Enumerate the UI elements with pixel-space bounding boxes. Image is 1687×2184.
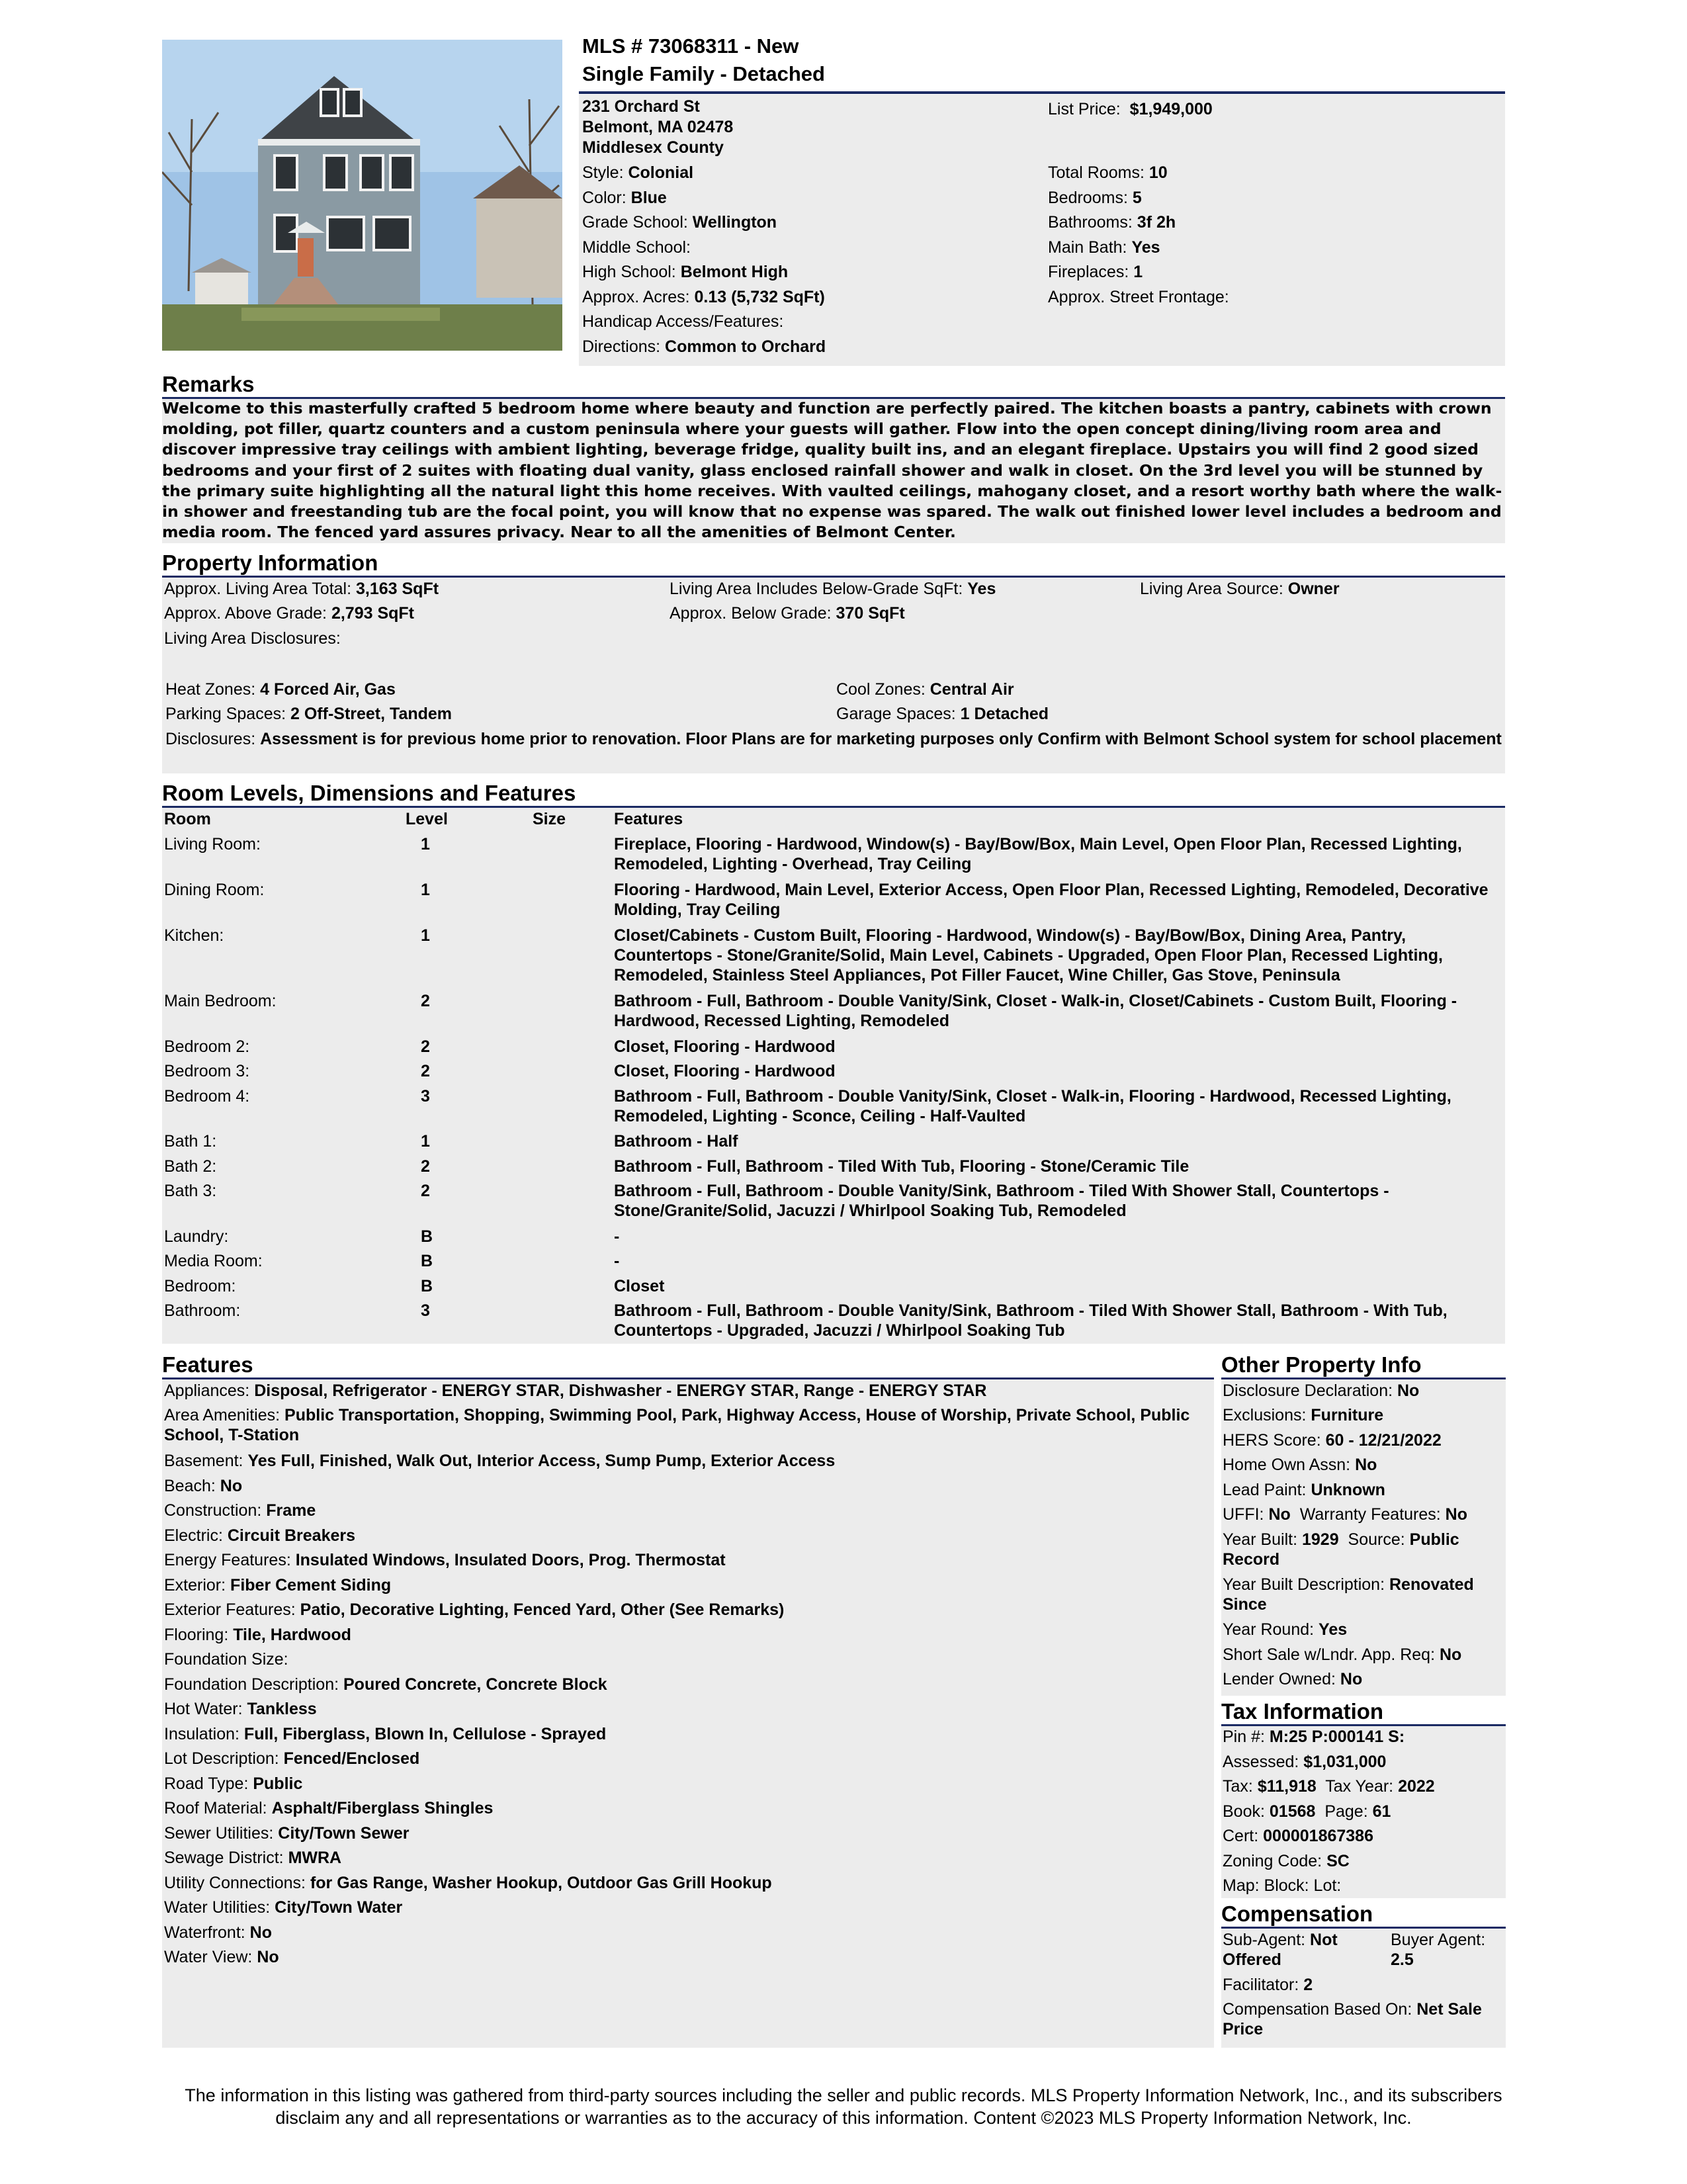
property-photo [162,40,562,351]
rooms-header-level: Level [406,810,448,828]
room-level: 2 [421,1157,430,1176]
room-features: Fireplace, Flooring - Hardwood, Window(s) - Bay/Bow/Box, Main Level, Open Floor Plan, Recessed Lighting, Remodeled, Lighting - Overhead, Tray Ceiling [614,835,1462,873]
short-sale: Short Sale w/Lndr. App. Req: No [1223,1645,1462,1664]
footer-disclaimer [0,2084,1687,2129]
room-features: Closet/Cabinets - Custom Built, Flooring - Hardwood, Window(s) - Bay/Bow/Box, Dining Area, Pantry, Countertops - Stone/Granite/Solid, Main Level, Cabinets - Upgraded, Open Floor Plan, Recessed Lighting, Remodeled, Stainless Steel Appliances, Pot Filler Faucet, Wine Chiller, Gas Stove, Peninsula [614,926,1443,984]
room-level: 2 [421,992,430,1010]
room-name: Bedroom 3: [164,1062,250,1080]
room-level: 1 [421,926,430,945]
county: Middlesex County [582,138,724,157]
rooms-header-size: Size [533,810,566,828]
below-grade: Approx. Below Grade: 370 SqFt [670,604,905,623]
parking-spaces: Parking Spaces: 2 Off-Street, Tandem [165,705,453,723]
features-title: Features [162,1352,253,1377]
feature-item: Water View: No [164,1948,279,1966]
feature-item: Basement: Yes Full, Finished, Walk Out, Interior Access, Sump Pump, Exterior Access [164,1452,836,1470]
feature-item: Energy Features: Insulated Windows, Insulated Doors, Prog. Thermostat [164,1551,726,1569]
room-name: Bathroom: [164,1301,241,1320]
summary-style: Style: Colonial [582,163,694,182]
heat-zones: Heat Zones: 4 Forced Air, Gas [165,680,396,699]
summary-middle-school: Middle School: [582,238,691,257]
disclosures: Disclosures: Assessment is for previous home prior to renovation. Floor Plans are for marketing purposes only Confirm with Belmont School system for school placement [165,730,1502,748]
rooms-title: Room Levels, Dimensions and Features [162,781,576,805]
feature-item: Exterior: Fiber Cement Siding [164,1576,392,1594]
room-level: 3 [421,1087,430,1106]
feature-item: Waterfront: No [164,1923,272,1942]
list-price: List Price: $1,949,000 [1048,100,1213,118]
lead-paint: Lead Paint: Unknown [1223,1481,1385,1499]
room-name: Bedroom 4: [164,1087,250,1106]
living-area-disclosures: Living Area Disclosures: [164,629,341,648]
room-features: Bathroom - Half [614,1132,738,1151]
room-name: Bedroom 2: [164,1037,250,1056]
feature-item: Road Type: Public [164,1774,303,1793]
room-name: Kitchen: [164,926,224,945]
room-features: Bathroom - Full, Bathroom - Double Vanity/Sink, Closet - Walk-in, Flooring - Hardwood, Recessed Lighting, Remodeled, Lighting - Sconce, Ceiling - Half-Vaulted [614,1087,1451,1125]
room-name: Laundry: [164,1227,229,1246]
year-round: Year Round: Yes [1223,1620,1348,1639]
room-features: Bathroom - Full, Bathroom - Double Vanity/Sink, Bathroom - Tiled With Shower Stall, Bathroom - With Tub, Countertops - Upgraded, Jacuzzi / Whirlpool Soaking Tub [614,1301,1448,1340]
feature-item: Foundation Description: Poured Concrete, Concrete Block [164,1675,607,1694]
compensation-based-on: Compensation Based On: Net Sale [1223,2000,1482,2019]
pin-number: Pin #: M:25 P:000141 S: [1223,1727,1405,1746]
map-block-lot: Map: Block: Lot: [1223,1876,1342,1895]
summary-bathrooms: Bathrooms: 3f 2h [1048,213,1176,232]
summary-color: Color: Blue [582,189,667,207]
exclusions: Exclusions: Furniture [1223,1406,1384,1424]
sub-agent: Sub-Agent: Not [1223,1931,1338,1949]
features-panel [162,1379,1214,2048]
room-features: Closet [614,1277,665,1295]
tax-amount: Tax: $11,918 Tax Year: 2022 [1223,1777,1435,1796]
feature-item: Area Amenities: Public Transportation, Shopping, Swimming Pool, Park, Highway Access, House of Worship, Private School, Public School, T-Station [164,1406,1190,1444]
room-level: B [421,1227,433,1246]
room-features: Closet, Flooring - Hardwood [614,1037,836,1056]
room-features: Flooring - Hardwood, Main Level, Exterior Access, Open Floor Plan, Recessed Lighting, Remodeled, Decorative Molding, Tray Ceiling [614,881,1489,919]
year-built-source-cont: Record [1223,1550,1280,1569]
room-features: Bathroom - Full, Bathroom - Double Vanity/Sink, Closet - Walk-in, Closet/Cabinets - Custom Built, Flooring - Hardwood, Recessed Lighting, Remodeled [614,992,1457,1030]
feature-item: Foundation Size: [164,1650,288,1669]
feature-item: Utility Connections: for Gas Range, Washer Hookup, Outdoor Gas Grill Hookup [164,1874,772,1892]
room-name: Living Room: [164,835,261,853]
assessed: Assessed: $1,031,000 [1223,1753,1387,1771]
rooms-header-features: Features [614,810,683,828]
summary-street-frontage: Approx. Street Frontage: [1048,288,1229,306]
room-level: 1 [421,881,430,899]
room-features: - [614,1227,620,1246]
year-built: Year Built: 1929 Source: Public [1223,1530,1459,1549]
footer-line1: The information in this listing was gathered from third-party sources including the seller and public records. MLS Property Information Network, Inc., and its subscribers [185,2085,1502,2105]
buyer-agent-value: 2.5 [1391,1950,1414,1969]
uffi-warranty: UFFI: No Warranty Features: No [1223,1505,1467,1524]
feature-item: Hot Water: Tankless [164,1700,317,1718]
summary-total-rooms: Total Rooms: 10 [1048,163,1168,182]
feature-item: Appliances: Disposal, Refrigerator - ENERGY STAR, Dishwasher - ENERGY STAR, Range - ENERGY STAR [164,1381,987,1400]
home-own-assn: Home Own Assn: No [1223,1456,1377,1474]
remarks-text: Welcome to this masterfully crafted 5 bedroom home where beauty and function are perfectly paired. The kitchen boasts a pantry, cabinets with crown molding, pot filler, quartz counters and a custom peninsula where your guests will gather. Flow into the open concept dining/living room area and discover impressive tray ceilings with ambient lighting, beverage fridge, quality built ins, and an elegant fireplace. Upstairs you will find 2 good sized bedrooms and your first of 2 suites with floating dual vanity, glass enclosed rainfall shower and walk in closet. On the 3rd level you will be stunned by the primary suite highlighting all the natural light this home receives. With vaulted ceilings, mahogany closet, and a resort worthy bath where the walk-in shower and freestanding tub are the focal point, you will know that no expense was spared. The walk out finished lower level includes a bedroom and media room. The fenced yard assures privacy. Near to all the amenities of Belmont Center. [162,399,1502,542]
cert: Cert: 000001867386 [1223,1827,1373,1845]
rooms-header-room: Room [164,810,211,828]
feature-item: Roof Material: Asphalt/Fiberglass Shingles [164,1799,494,1817]
room-name: Main Bedroom: [164,992,277,1010]
buyer-agent-label: Buyer Agent: [1391,1931,1486,1949]
mls-number: MLS # 73068311 - New [582,34,799,58]
book-page: Book: 01568 Page: 61 [1223,1802,1391,1821]
summary-directions: Directions: Common to Orchard [582,337,826,356]
above-grade: Approx. Above Grade: 2,793 SqFt [164,604,414,623]
below-grade-included: Living Area Includes Below-Grade SqFt: Yes [670,580,996,598]
room-name: Bath 3: [164,1182,217,1200]
lender-owned: Lender Owned: No [1223,1670,1363,1688]
summary-main-bath: Main Bath: Yes [1048,238,1160,257]
feature-item: Beach: No [164,1477,243,1495]
feature-item: Water Utilities: City/Town Water [164,1898,403,1917]
zoning-code: Zoning Code: SC [1223,1852,1350,1870]
address-line1: 231 Orchard St [582,97,700,116]
feature-item: Exterior Features: Patio, Decorative Lighting, Fenced Yard, Other (See Remarks) [164,1600,785,1619]
feature-item: Flooring: Tile, Hardwood [164,1626,351,1644]
summary-high-school: High School: Belmont High [582,263,789,281]
hers-score: HERS Score: 60 - 12/21/2022 [1223,1431,1442,1450]
footer-line2: disclaim any and all representations or warranties as to the accuracy of this information. Content ©2023 MLS Property Information Network, Inc. [275,2108,1412,2128]
cool-zones: Cool Zones: Central Air [836,680,1014,699]
header-rule [579,91,1505,94]
summary-fireplaces: Fireplaces: 1 [1048,263,1143,281]
room-level: 1 [421,1132,430,1151]
room-features: Bathroom - Full, Bathroom - Double Vanity/Sink, Bathroom - Tiled With Shower Stall, Countertops - Stone/Granite/Solid, Jacuzzi / Whirlpool Soaking Tub, Remodeled [614,1182,1389,1220]
room-level: B [421,1252,433,1270]
room-level: 2 [421,1037,430,1056]
room-name: Media Room: [164,1252,263,1270]
summary-bedrooms: Bedrooms: 5 [1048,189,1142,207]
room-level: 2 [421,1182,430,1200]
facilitator: Facilitator: 2 [1223,1976,1313,1994]
other-info-title: Other Property Info [1221,1352,1422,1377]
feature-item: Sewer Utilities: City/Town Sewer [164,1824,410,1843]
room-name: Dining Room: [164,881,265,899]
summary-grade-school: Grade School: Wellington [582,213,777,232]
room-level: B [421,1277,433,1295]
feature-item: Lot Description: Fenced/Enclosed [164,1749,420,1768]
room-name: Bath 1: [164,1132,217,1151]
living-area-total: Approx. Living Area Total: 3,163 SqFt [164,580,439,598]
remarks-title: Remarks [162,372,255,396]
year-built-description-cont: Since [1223,1595,1267,1614]
year-built-description: Year Built Description: Renovated [1223,1575,1474,1594]
room-name: Bath 2: [164,1157,217,1176]
sub-agent-cont: Offered [1223,1950,1281,1969]
feature-item: Insulation: Full, Fiberglass, Blown In, Cellulose - Sprayed [164,1725,607,1743]
disclosure-declaration: Disclosure Declaration: No [1223,1381,1420,1400]
room-features: Bathroom - Full, Bathroom - Tiled With Tub, Flooring - Stone/Ceramic Tile [614,1157,1190,1176]
summary-handicap: Handicap Access/Features: [582,312,784,331]
feature-item: Sewage District: MWRA [164,1849,342,1867]
tax-info-title: Tax Information [1221,1699,1384,1724]
feature-item: Electric: Circuit Breakers [164,1526,356,1545]
room-name: Bedroom: [164,1277,236,1295]
property-type: Single Family - Detached [582,62,825,85]
property-info-title: Property Information [162,550,378,575]
address-line2: Belmont, MA 02478 [582,118,734,136]
summary-acres: Approx. Acres: 0.13 (5,732 SqFt) [582,288,825,306]
room-level: 2 [421,1062,430,1080]
room-level: 3 [421,1301,430,1320]
room-level: 1 [421,835,430,853]
room-features: - [614,1252,620,1270]
garage-spaces: Garage Spaces: 1 Detached [836,705,1049,723]
feature-item: Construction: Frame [164,1501,316,1520]
room-features: Closet, Flooring - Hardwood [614,1062,836,1080]
compensation-based-on-cont: Price [1223,2020,1264,2038]
living-area-source: Living Area Source: Owner [1140,580,1340,598]
compensation-title: Compensation [1221,1901,1373,1926]
